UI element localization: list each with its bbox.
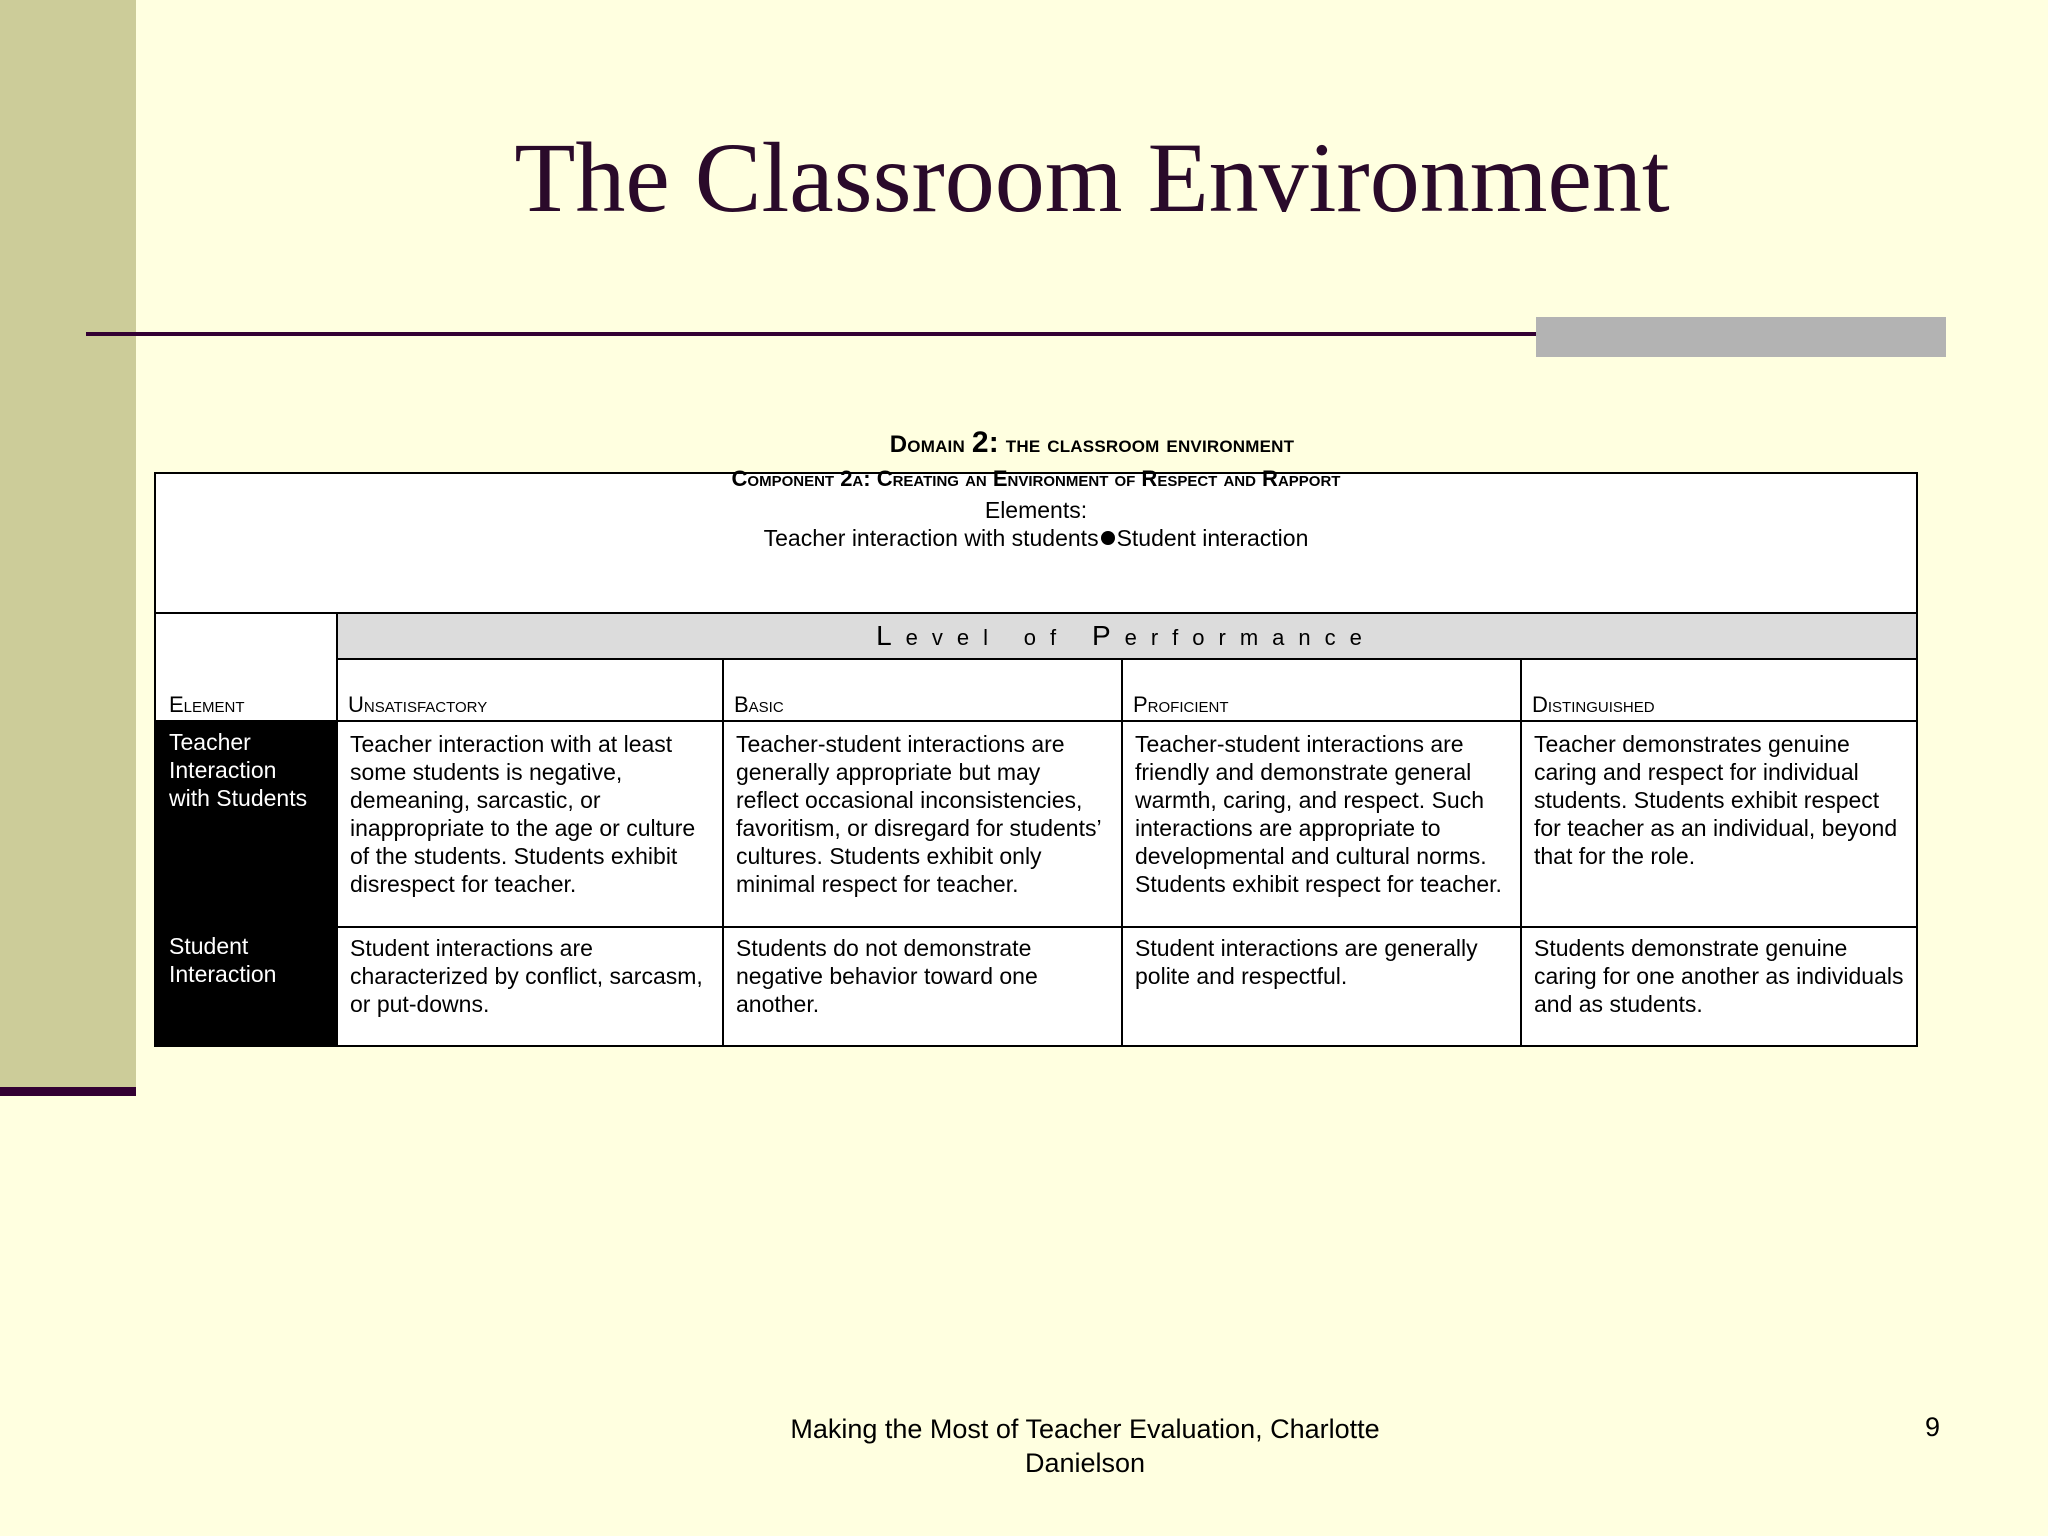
accent-block [1536, 317, 1946, 357]
sidebar-accent [0, 1087, 136, 1096]
component-heading: Component 2a: Creating an Environment of Respect and Rapport [731, 466, 1341, 491]
header-proficient: Proficient [1133, 692, 1229, 717]
level-letter-p: P [1091, 620, 1125, 651]
rubric-table [154, 466, 1918, 1047]
cell-r2-distinguished: Students demonstrate genuine caring for one another as individuals and as students. [1534, 935, 1904, 1017]
cell-r1-distinguished: Teacher demonstrates genuine caring and respect for individual students. Students exhibit respect for teacher as an individual, beyond that for the role. [1534, 731, 1898, 869]
domain-heading [136, 426, 2048, 460]
cell-r2-proficient: Student interactions are generally polite and respectful. [1135, 935, 1478, 989]
elements-list [156, 525, 1916, 552]
elements-label: Elements: [984, 497, 1088, 523]
level-word-erformance: erformance [1124, 625, 1376, 650]
header-element: Element [169, 692, 245, 717]
header-unsatisfactory: Unsatisfactory [348, 692, 488, 717]
domain-rest: the classroom environment [998, 431, 1295, 458]
element-cell-student-interaction: Student Interaction [156, 926, 336, 1047]
level-letter-l: L [876, 620, 906, 651]
level-word-of: of [1023, 625, 1071, 650]
cell-r1-proficient: Teacher-student interactions are friendly and demonstrate general warmth, caring, and respect. Such interactions are appropriate to developmental and cultural norms. Students exhibit respect for teacher. [1135, 731, 1502, 897]
cell-r2-basic: Students do not demonstrate negative behavior toward one another. [736, 935, 1038, 1017]
level-word-evel: evel [905, 625, 1003, 650]
cell-r2-unsatisfactory: Student interactions are characterized by conflict, sarcasm, or put-downs. [350, 935, 703, 1017]
domain-prefix: Domain [889, 431, 972, 458]
domain-number: 2: [971, 426, 999, 459]
header-rule [156, 612, 336, 614]
element-cell-teacher-interaction: Teacher Interaction with Students [156, 720, 336, 928]
page-number: 9 [1924, 1412, 1940, 1442]
header-distinguished: Distinguished [1532, 692, 1655, 717]
slide-footer: Making the Most of Teacher Evaluation, Charlotte Danielson [790, 1414, 1380, 1478]
header-basic: Basic [734, 692, 784, 717]
bullet-icon [1101, 531, 1115, 545]
level-of-performance-band [336, 612, 1916, 660]
cell-r1-basic: Teacher-student interactions are generally appropriate but may reflect occasional inconsistencies, favoritism, or disregard for students’ cultures. Students exhibit only minimal respect for teacher. [736, 731, 1101, 897]
element-item-1: Teacher interaction with students [763, 525, 1099, 551]
slide-title: The Classroom Environment [514, 122, 1670, 233]
cell-r1-unsatisfactory: Teacher interaction with at least some students is negative, demeaning, sarcastic, or inappropriate to the age or culture of the students. Students exhibit disrespect for teacher. [350, 731, 696, 897]
element-item-2: Student interaction [1116, 525, 1309, 551]
slide-sidebar [0, 0, 136, 1087]
